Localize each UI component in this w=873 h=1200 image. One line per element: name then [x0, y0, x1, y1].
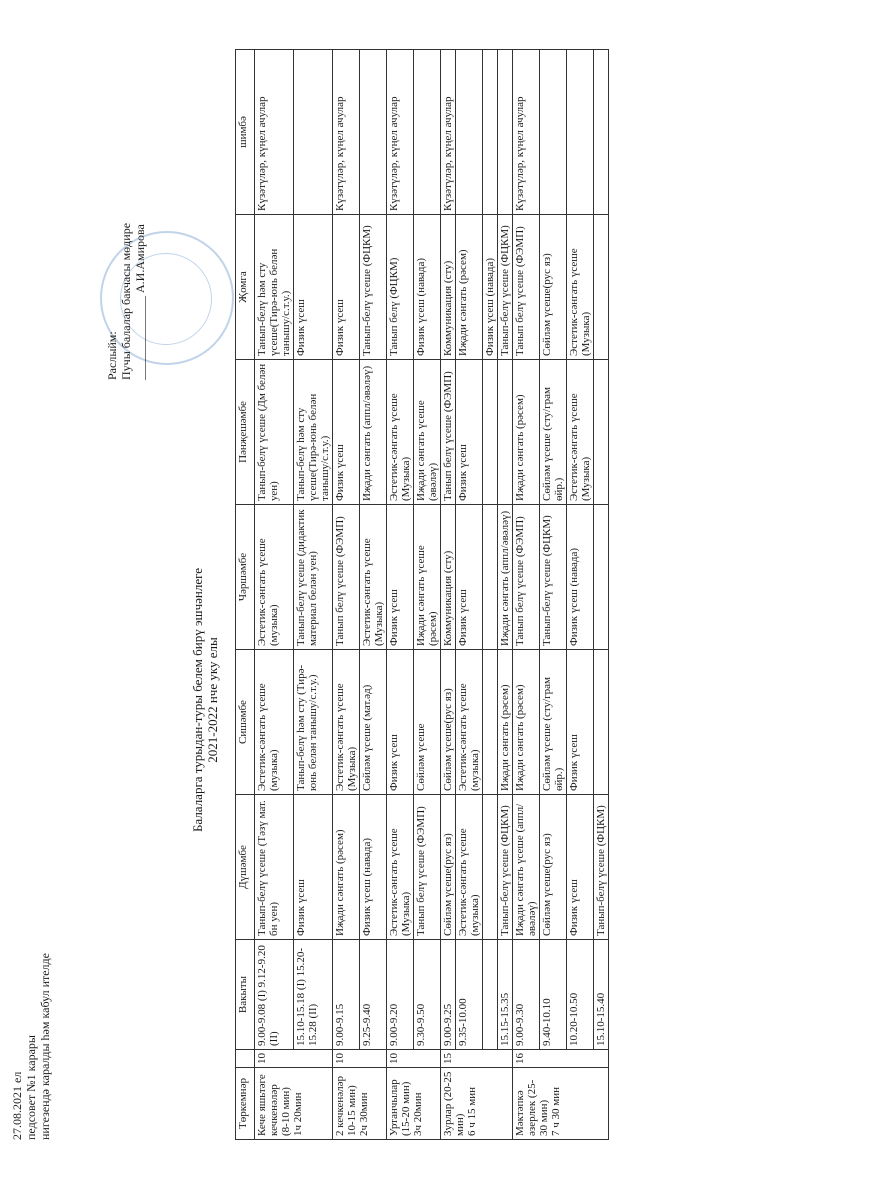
monday-cell: Иҗади сәнгать үсеше (аппл/әвәләү) — [513, 795, 540, 940]
wednesday-cell — [483, 505, 498, 650]
header-thursday: Пәнҗешәмбе — [236, 360, 255, 505]
wednesday-cell — [594, 505, 609, 650]
saturday-cell: Күзәтүләр, күңел ачулар — [513, 50, 540, 215]
header-tuesday: Сишәмбе — [236, 650, 255, 795]
thursday-cell: Иҗади сәнгать (рәсем) — [513, 360, 540, 505]
saturday-cell — [294, 50, 333, 215]
friday-cell: Физик үсеш — [333, 215, 360, 360]
tuesday-cell: Физик үсеш — [567, 650, 594, 795]
monday-cell: Эстетик-сәнгать үсеше (Музыка) — [387, 795, 414, 940]
group-count: 15 — [441, 1050, 513, 1068]
wednesday-cell: Иҗади сәнгать үсеше (рәсем) — [414, 505, 441, 650]
time-cell: 9.00-9.20 — [387, 940, 414, 1050]
tuesday-cell: Эстетик-сәнгать үсеше (музыка) — [255, 650, 294, 795]
time-cell: 9.40-10.10 — [540, 940, 567, 1050]
friday-cell: Танып-белү үсеше (ФЦКМ) — [360, 215, 387, 360]
time-cell — [483, 940, 498, 1050]
time-cell: 15.15-15.35 — [498, 940, 513, 1050]
wednesday-cell: Танып-белү үсеше (дидактик материал белән уен) — [294, 505, 333, 650]
friday-cell: Сөйләм үсеше(рус яз) — [540, 215, 567, 360]
saturday-cell — [483, 50, 498, 215]
group-name: Зурлар (20-25 мин) — [442, 1071, 466, 1136]
monday-cell — [483, 795, 498, 940]
group-count: 16 — [513, 1050, 609, 1068]
time-cell: 15.10-15.18 (I) 15.20-15.28 (II) — [294, 940, 333, 1050]
tuesday-cell — [594, 650, 609, 795]
group-count: 10 — [333, 1050, 387, 1068]
tuesday-cell: Эстетик-сәнгать үсеше (Музыка) — [333, 650, 360, 795]
monday-cell: Танып белү үсеше (ФЭМП) — [414, 795, 441, 940]
table-row — [333, 50, 360, 1140]
wednesday-cell: Эстетик-сәнгать үсеше (Музыка) — [360, 505, 387, 650]
thursday-cell: Иҗади сәнгать (аппл/әвәләү) — [360, 360, 387, 505]
table-row — [540, 50, 567, 1140]
group-total: 1ч 20мин — [292, 1092, 304, 1136]
header-count — [236, 1050, 255, 1068]
group-name: Кече яшьтәге кечкенәләр (8-10 мин) — [256, 1074, 292, 1136]
tuesday-cell: Эстетик-сәнгать үсеше (музыка) — [456, 650, 483, 795]
friday-cell — [594, 215, 609, 360]
wednesday-cell: Иҗади сәнгать (аппл/әвәләү) — [498, 505, 513, 650]
document-title — [190, 320, 220, 1080]
table-row — [594, 50, 609, 1140]
header-monday: Дүшәмбе — [236, 795, 255, 940]
saturday-cell — [414, 50, 441, 215]
thursday-cell — [594, 360, 609, 505]
tuesday-cell: Сөйләм үсеше (мат.әд) — [360, 650, 387, 795]
saturday-cell — [498, 50, 513, 215]
tuesday-cell: Сөйләм үсеше — [414, 650, 441, 795]
saturday-cell — [540, 50, 567, 215]
group-total: 2ч 30мин — [358, 1092, 370, 1136]
wednesday-cell: Танып белү үсеше (ФЭМП) — [513, 505, 540, 650]
group-count: 10 — [255, 1050, 333, 1068]
table-row — [483, 50, 498, 1140]
thursday-cell: Физик үсеш — [333, 360, 360, 505]
approval-block — [105, 223, 147, 380]
friday-cell: Физик үсеш — [294, 215, 333, 360]
monday-cell: Танып-белү үсеше (Тәзү мат. бн уен) — [255, 795, 294, 940]
wednesday-cell: Эстетик-сәнгать үсеше (музыка) — [255, 505, 294, 650]
saturday-cell: Күзәтүләр, күңел ачулар — [441, 50, 456, 215]
time-cell: 9.00-9.08 (I) 9.12-9.20 (II) — [255, 940, 294, 1050]
group-cell — [441, 1068, 513, 1140]
group-total: 6 ч 15 мин — [466, 1086, 478, 1136]
table-row — [294, 50, 333, 1140]
header-groups: Төркемнәр — [236, 1068, 255, 1140]
group-cell — [255, 1068, 333, 1140]
table-row — [513, 50, 540, 1140]
friday-cell: Танып белү (ФЦКМ) — [387, 215, 414, 360]
friday-cell: Танып-белү һәм сту үсеше(Тирә-юнь белән танышу/с.т.у.) — [255, 215, 294, 360]
saturday-cell: Күзәтүләр, күңел ачулар — [333, 50, 360, 215]
group-cell — [333, 1068, 387, 1140]
council-decision-note — [10, 953, 52, 1140]
approval-heading: Раслыйм: — [105, 331, 119, 380]
group-name: Уртанчылар (15-20 мин) — [388, 1079, 412, 1136]
tuesday-cell: Иҗади сәнгать (рәсем) — [513, 650, 540, 795]
table-row — [360, 50, 387, 1140]
monday-cell: Физик үсеш (навада) — [360, 795, 387, 940]
time-cell: 9.00-9.25 — [441, 940, 456, 1050]
friday-cell: Эстетик-сәнгать үсеше (Музыка) — [567, 215, 594, 360]
header-wednesday: Чәршәмбе — [236, 505, 255, 650]
saturday-cell: Күзәтүләр, күңел ачулар — [387, 50, 414, 215]
header-friday: Җомга — [236, 215, 255, 360]
table-row — [567, 50, 594, 1140]
group-count: 10 — [387, 1050, 441, 1068]
tuesday-cell: Сөйләм үсеше(рус яз) — [441, 650, 456, 795]
friday-cell: Танып-белү үсеше (ФЦКМ) — [498, 215, 513, 360]
thursday-cell: Эстетик-сәнгать үсеше (Музыка) — [387, 360, 414, 505]
tuesday-cell: Физик үсеш — [387, 650, 414, 795]
thursday-cell: Танып белү үсеше (ФЭМП) — [441, 360, 456, 505]
group-name: 2 кечкенәләр 10-15 мин) — [334, 1075, 358, 1136]
monday-cell: Танып-белү үсеше (ФЦКМ) — [498, 795, 513, 940]
time-cell: 9.35-10.00 — [456, 940, 483, 1050]
wednesday-cell: Коммуникация (сту) — [441, 505, 456, 650]
thursday-cell: Иҗади сәнгать үсеше (әвәләү) — [414, 360, 441, 505]
tuesday-cell: Сөйләм үсеше (сту/грам өйр.) — [540, 650, 567, 795]
header-time: Вакыты — [236, 940, 255, 1050]
wednesday-cell: Физик үсеш — [387, 505, 414, 650]
approval-position: Пучы балалар бакчасы мөдире — [119, 222, 133, 380]
table-row — [255, 50, 294, 1140]
monday-cell: Танып-белү үсеше (ФЦКМ) — [594, 795, 609, 940]
thursday-cell: Танып-белү үсеше (Дм белән уен) — [255, 360, 294, 505]
thursday-cell: Танып-белү һәм сту үсеше(Тирә-юнь белән танышу/с.т.у.) — [294, 360, 333, 505]
saturday-cell — [360, 50, 387, 215]
table-row — [498, 50, 513, 1140]
tuesday-cell: Танып-белү һәм сту (Тирә-юнь белән танышу/с.т.у.) — [294, 650, 333, 795]
wednesday-cell: Физик үсеш — [456, 505, 483, 650]
group-total: 3ч 20мин — [412, 1092, 424, 1136]
tuesday-cell — [483, 650, 498, 795]
group-name: Мәктәпкә әзерлек (25-30 мин) — [514, 1079, 550, 1136]
wednesday-cell: Танып белү үсеше (ФЭМП) — [333, 505, 360, 650]
thursday-cell: Эстетик-сәнгать үсеше (Музыка) — [567, 360, 594, 505]
title-line-1: Балаларга турыдан-туры белем бирү эшчәнлеге — [190, 567, 205, 833]
saturday-cell: Күзәтүләр, күңел ачулар — [255, 50, 294, 215]
header-saturday: шимбә — [236, 50, 255, 215]
schedule-table — [235, 49, 609, 1140]
monday-cell: Физик үсеш — [567, 795, 594, 940]
monday-cell: Сөйләм үсеше(рус яз) — [441, 795, 456, 940]
time-cell: 9.25-9.40 — [360, 940, 387, 1050]
friday-cell: Физик үсеш (навада) — [414, 215, 441, 360]
council-accepted: нигезендә каралды һәм кабул ителде — [38, 953, 52, 1140]
tuesday-cell: Иҗади сәнгать (рәсем) — [498, 650, 513, 795]
thursday-cell: Физик үсеш — [456, 360, 483, 505]
thursday-cell — [498, 360, 513, 505]
monday-cell: Эстетик-сәнгать үсеше (музыка) — [456, 795, 483, 940]
thursday-cell: Сөйләм үсеше (сту/грам өйр.) — [540, 360, 567, 505]
friday-cell: Физик үсеш (навада) — [483, 215, 498, 360]
time-cell: 15.10-15.40 — [594, 940, 609, 1050]
council-date: 27.08.2021 ел — [10, 1071, 24, 1140]
table-row — [414, 50, 441, 1140]
group-cell — [513, 1068, 609, 1140]
wednesday-cell: Танып-белү үсеше (ФЦКМ) — [540, 505, 567, 650]
time-cell: 9.00-9.30 — [513, 940, 540, 1050]
monday-cell: Иҗади сәнгать (рәсем) — [333, 795, 360, 940]
friday-cell: Танып белү үсеше (ФЭМП) — [513, 215, 540, 360]
group-cell — [387, 1068, 441, 1140]
saturday-cell — [594, 50, 609, 215]
friday-cell: Иҗади сәнгать (рәсем) — [456, 215, 483, 360]
friday-cell: Коммуникация (сту) — [441, 215, 456, 360]
wednesday-cell: Физик үсеш (навада) — [567, 505, 594, 650]
saturday-cell — [456, 50, 483, 215]
table-row — [456, 50, 483, 1140]
council-number: педсовет №1 карары — [24, 1035, 38, 1140]
monday-cell: Физик үсеш — [294, 795, 333, 940]
table-row — [387, 50, 414, 1140]
time-cell: 9.00-9.15 — [333, 940, 360, 1050]
title-line-2: 2021-2022 нче уку елы — [205, 637, 220, 763]
group-total: 7 ч 30 мин — [550, 1086, 562, 1136]
thursday-cell — [483, 360, 498, 505]
header-row — [236, 50, 255, 1140]
time-cell: 10.20-10.50 — [567, 940, 594, 1050]
time-cell: 9.30-9.50 — [414, 940, 441, 1050]
approval-signature: ______________ А.И.Амирова — [133, 224, 147, 380]
table-row — [441, 50, 456, 1140]
saturday-cell — [567, 50, 594, 215]
monday-cell: Сөйләм үсеше(рус яз) — [540, 795, 567, 940]
